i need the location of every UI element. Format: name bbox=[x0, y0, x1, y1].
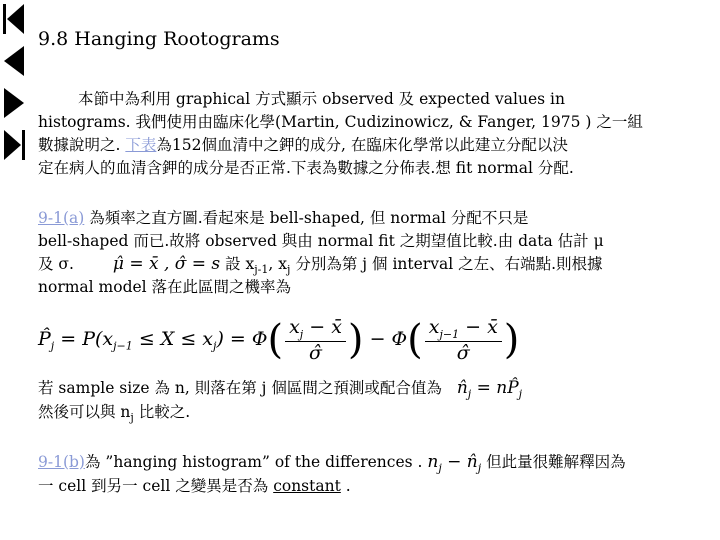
para1-line3-pre: 數據說明之. bbox=[38, 136, 126, 154]
formula-mid: − Φ bbox=[363, 327, 408, 350]
probability-formula: $P̂_j = P(x_{j-1} \le X \le x_j) = \Phi$( $\frac{x_j - x̄}{\sigmâ}$ ) − Φ( $\frac{x_{j-1} - x̄}{\sigmâ}$ ) bbox=[38, 316, 520, 364]
table-link[interactable]: 下表 bbox=[125, 136, 157, 154]
para3-line2-sub: j bbox=[130, 411, 134, 425]
para2-line4: normal model 落在此區間之機率為 bbox=[38, 278, 292, 296]
difference-formula bbox=[427, 452, 482, 475]
para1-line4: 定在病人的血清含鉀的成分是否正常.下表為數據之分佈表.想 fit normal 分配. bbox=[38, 159, 574, 177]
para2-line1 bbox=[38, 207, 528, 230]
formula-lhs-sub: j bbox=[50, 339, 55, 353]
last-slide-icon[interactable] bbox=[2, 128, 26, 162]
diff-a-sub: j bbox=[438, 461, 442, 475]
para3-line2 bbox=[38, 401, 190, 429]
formula-eq3: ) = Φ bbox=[216, 327, 268, 350]
diff-b: − n̂ bbox=[441, 452, 478, 472]
sub-j: j bbox=[287, 263, 291, 277]
para3-line2-b: 比較之. bbox=[133, 403, 191, 421]
frac2-num-sub: j−1 bbox=[439, 327, 460, 341]
estimators-formula: μ̂ = x̄ , σ̂ = s bbox=[112, 254, 221, 274]
fitted-eq: = nP̂ bbox=[471, 378, 519, 398]
para3-line2-a: 然後可以與 n bbox=[38, 403, 131, 421]
diff-b-sub: j bbox=[477, 461, 482, 475]
para4-line2-post: . bbox=[340, 477, 351, 495]
sub-j-minus-1: j-1 bbox=[254, 263, 269, 277]
constant-word: constant bbox=[273, 477, 341, 495]
para4-line1-post: 為 ”hanging histogram” of the differences . bbox=[84, 453, 423, 471]
page-title: 9.8 Hanging Rootograms bbox=[38, 28, 280, 50]
formula-eq2-sub: j bbox=[213, 339, 217, 353]
para1-line3 bbox=[38, 134, 568, 157]
para2-line2: bell-shaped 而已.故將 observed 與由 normal fit 之期望值比較.由 data 估計 μ bbox=[38, 232, 604, 250]
formula-eq1: = P(x bbox=[54, 327, 114, 350]
para4-line1-tail: 但此量很難解釋因為 bbox=[481, 453, 626, 471]
frac1-den: σ̂ bbox=[309, 341, 322, 364]
para2-line3-d: 分別為第 j 個 interval 之左、右端點.則根據 bbox=[290, 255, 603, 273]
next-slide-icon[interactable] bbox=[2, 86, 26, 120]
para2-line3-a: 及 σ. bbox=[38, 255, 74, 273]
figure-9-1b-link[interactable]: 9-1(b) bbox=[38, 453, 85, 471]
para1-line2: histograms. 我們使用由臨床化學(Martin, Cudizinowicz, & Fanger, 1975 ) 之一組 bbox=[38, 113, 643, 131]
frac1-num-sub: j bbox=[299, 327, 304, 341]
formula-eq1-sub: j−1 bbox=[113, 339, 133, 353]
formula-eq2: ≤ X ≤ x bbox=[132, 327, 214, 350]
figure-9-1a-link[interactable]: 9-1(a) bbox=[38, 209, 85, 227]
fraction-1 bbox=[285, 316, 346, 364]
fitted-lhs: n̂ bbox=[456, 378, 468, 398]
fraction-2 bbox=[425, 316, 502, 364]
para2-line1-post: 為頻率之直方圖.看起來是 bell-shaped, 但 normal 分配不只是 bbox=[84, 209, 529, 227]
fitted-lhs-sub: j bbox=[467, 387, 472, 401]
fitted-eq-sub: j bbox=[518, 387, 523, 401]
formula-lhs: P̂ bbox=[38, 327, 51, 350]
para1-line1: 本節中為利用 graphical 方式顯示 observed 及 expected values in bbox=[78, 90, 565, 108]
frac2-den: σ̂ bbox=[456, 341, 470, 364]
para3-line1-text: 若 sample size 為 n, 則落在第 j 個區間之預測或配合值為 bbox=[38, 379, 442, 397]
frac2-num-tail: − x̄ bbox=[459, 316, 498, 338]
frac1-num: x bbox=[289, 316, 300, 338]
para1-line3-post: 為152個血清中之鉀的成分, 在臨床化學常以此建立分配以決 bbox=[156, 136, 568, 154]
fitted-value-formula bbox=[456, 378, 523, 401]
previous-slide-icon[interactable] bbox=[2, 44, 26, 78]
frac1-num-tail: − x̄ bbox=[303, 316, 342, 338]
first-slide-icon[interactable] bbox=[2, 2, 26, 36]
para2-line3-b: 設 x bbox=[220, 255, 255, 273]
para4-line2-pre: 一 cell 到另一 cell 之變異是否為 bbox=[38, 477, 274, 495]
diff-a: n bbox=[427, 452, 439, 472]
para4-line2 bbox=[38, 475, 351, 498]
para2-line3-c: , x bbox=[268, 255, 288, 273]
frac2-num: x bbox=[428, 316, 440, 338]
